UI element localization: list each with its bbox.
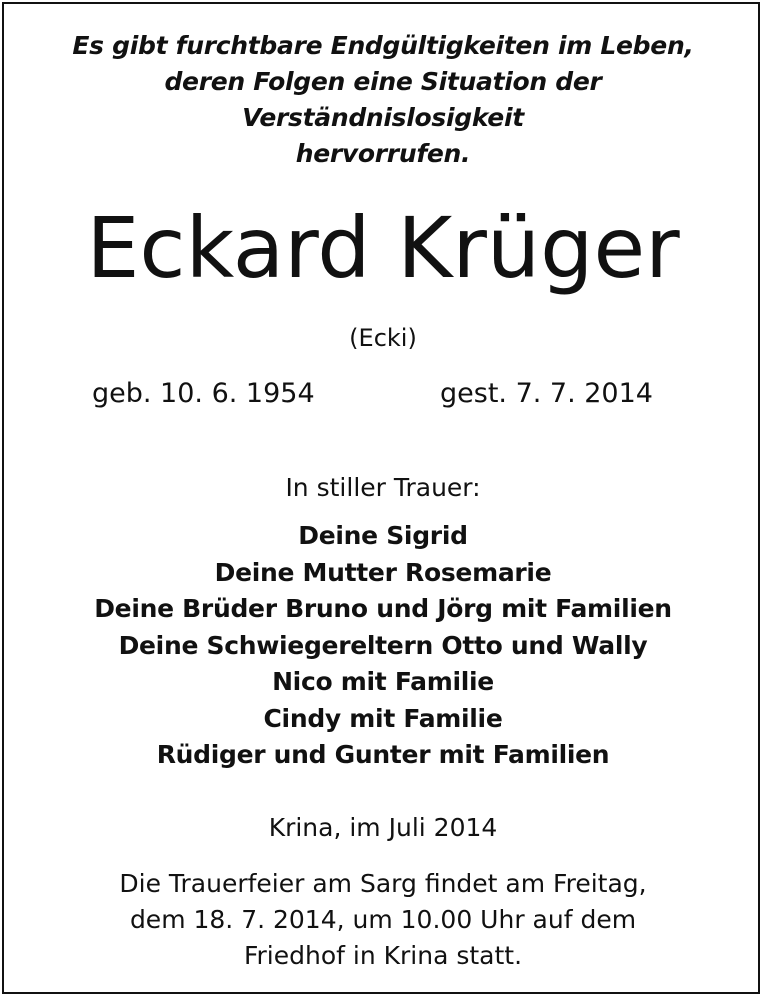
mourner-entry: Deine Sigrid <box>298 521 468 550</box>
deceased-name: Eckard Krüger <box>86 199 680 297</box>
funeral-line: dem 18. 7. 2014, um 10.00 Uhr auf dem <box>129 905 637 934</box>
mourner-entry: Nico mit Familie <box>272 667 494 696</box>
quote-line: deren Folgen eine Situation der <box>164 67 602 96</box>
mourner-entry: Rüdiger und Gunter mit Familien <box>156 740 610 769</box>
funeral-line: Die Trauerfeier am Sarg findet am Freitag, <box>119 869 647 898</box>
obituary-quote <box>0 28 766 172</box>
birth-date: geb. 10. 6. 1954 <box>92 378 315 409</box>
mourner-entry: Deine Schwiegereltern Otto und Wally <box>118 630 648 660</box>
mourner-entry: Cindy mit Familie <box>263 703 503 733</box>
quote-line: Verständnislosigkeit <box>242 103 524 132</box>
funeral-line: Friedhof in Krina statt. <box>243 941 523 970</box>
funeral-notice <box>0 866 766 974</box>
mourners-list <box>0 518 766 774</box>
mourning-intro: In stiller Trauer: <box>285 473 481 502</box>
death-date: gest. 7. 7. 2014 <box>440 378 653 409</box>
mourner-entry: Deine Mutter Rosemarie <box>214 557 552 587</box>
deceased-nickname: (Ecki) <box>349 324 417 352</box>
quote-line: Es gibt furchtbare Endgültigkeiten im Leben, <box>72 31 694 60</box>
mourner-entry: Deine Brüder Bruno und Jörg mit Familien <box>94 594 672 623</box>
place-and-date: Krina, im Juli 2014 <box>268 813 498 842</box>
quote-line: hervorrufen. <box>295 139 471 168</box>
